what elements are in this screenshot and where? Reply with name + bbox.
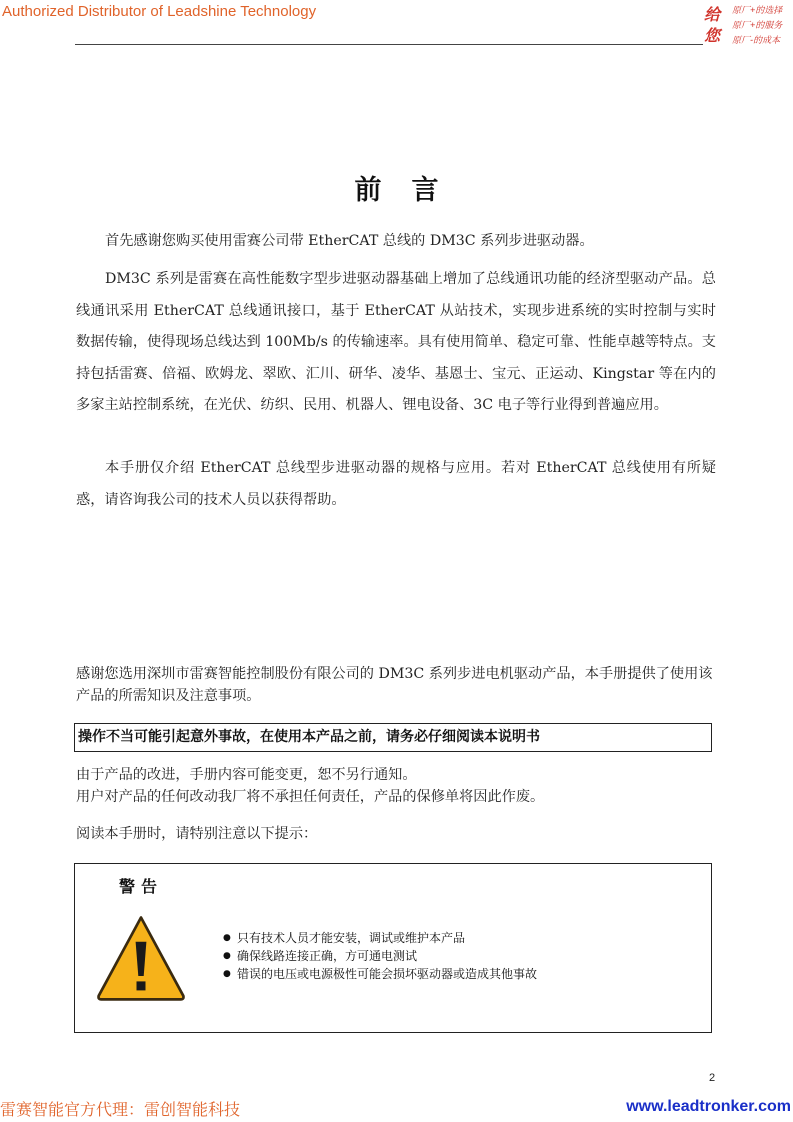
warning-item-3: ● 错误的电压或电源极性可能会损坏驱动器或造成其他事故 xyxy=(223,965,537,983)
logo-char-top: 给 xyxy=(704,5,721,24)
reading-note: 阅读本手册时，请特别注意以下提示： xyxy=(76,826,318,842)
warning-title: 警告 xyxy=(119,877,164,896)
header-logo xyxy=(704,2,792,46)
logo-line-3: 原厂-的成本 xyxy=(732,35,780,45)
notice-line-1: 由于产品的改进，手册内容可能变更，恕不另行通知。 xyxy=(76,767,417,783)
footer-website-link[interactable]: www.leadtronker.com xyxy=(626,1098,791,1115)
page-title: 前言 xyxy=(354,175,469,206)
logo-line-1: 原厂+的选择 xyxy=(732,5,783,15)
warning-list xyxy=(223,929,537,983)
thanks-paragraph: 感谢您选用深圳市雷赛智能控制股份有限公司的 DM3C 系列步进电机驱动产品，本手册提供了使用该产品的所需知识及注意事项。 xyxy=(76,666,713,704)
logo-line-2: 原厂+的服务 xyxy=(732,20,783,30)
header-rule xyxy=(75,44,703,45)
intro-paragraph-1: 首先感谢您购买使用雷赛公司带 EtherCAT 总线的 DM3C 系列步进驱动器。 xyxy=(105,233,594,249)
warning-item-2: ● 确保线路连接正确，方可通电测试 xyxy=(223,947,537,965)
logo-char-bottom: 您 xyxy=(704,26,721,45)
warning-triangle-icon xyxy=(96,913,186,1003)
notice-paragraph xyxy=(76,764,544,808)
warning-bar: 操作不当可能引起意外事故，在使用本产品之前，请务必仔细阅读本说明书 xyxy=(74,723,712,752)
warning-box xyxy=(74,863,712,1033)
intro-paragraph-2: DM3C 系列是雷赛在高性能数字型步进驱动器基础上增加了总线通讯功能的经济型驱动产品。总线通讯采用 EtherCAT 总线通讯接口，基于 EtherCAT 从站技术，实现步进系统的实时控制与实时数据传输，使得现场总线达到 100Mb/s 的传输速率。具有使用简单、稳定可靠、性能卓越等特点。支持包括雷赛、倍福、欧姆龙、翠欧、汇川、研华、凌华、基恩士、宝元、正运动、Kingstar 等在内的多家主站控制系统，在光伏、纺织、民用、机器人、锂电设备、3C 电子等行业得到普遍应用。 xyxy=(76,271,716,413)
page-number: 2 xyxy=(709,1072,716,1084)
warning-item-1: ● 只有技术人员才能安装，调试或维护本产品 xyxy=(223,929,537,947)
intro-paragraph-3: 本手册仅介绍 EtherCAT 总线型步进驱动器的规格与应用。若对 EtherCAT 总线使用有所疑惑，请咨询我公司的技术人员以获得帮助。 xyxy=(76,460,716,508)
notice-line-2: 用户对产品的任何改动我厂将不承担任何责任，产品的保修单将因此作废。 xyxy=(76,789,545,805)
distributor-header: Authorized Distributor of Leadshine Technology xyxy=(2,3,317,20)
footer-agent: 雷赛智能官方代理：雷创智能科技 xyxy=(0,1100,241,1119)
